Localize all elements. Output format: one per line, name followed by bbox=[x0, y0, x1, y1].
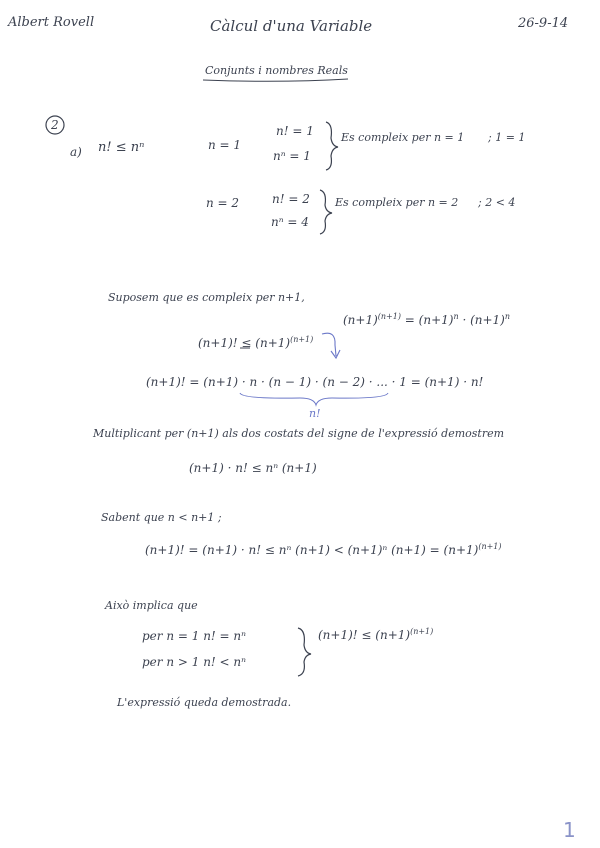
case2-power: nⁿ = 4 bbox=[271, 215, 309, 229]
author-name: Albert Rovell bbox=[8, 15, 95, 30]
case2-n: n = 2 bbox=[206, 196, 240, 210]
inequality-chain: (n+1)! = (n+1) · n! ≤ nⁿ (n+1) < (n+1)ⁿ $(n+1) = (n+1)^{(n+1)}$ bbox=[145, 542, 502, 557]
exercise-part: a) bbox=[70, 145, 82, 159]
induction-inequality: (n+1)! ≤ $(n+1)^{(n+1)}$ bbox=[198, 335, 314, 350]
document-date: 26-9-14 bbox=[518, 16, 569, 31]
final-case-2: per n > 1 n! < nⁿ bbox=[142, 655, 247, 669]
case1-power: nⁿ = 1 bbox=[273, 149, 311, 163]
brace-label: n! bbox=[309, 407, 321, 420]
knowing-note: Sabent que n < n+1 ; bbox=[101, 511, 222, 524]
exercise-statement: n! ≤ nⁿ bbox=[98, 140, 145, 155]
case1-factorial: n! = 1 bbox=[276, 124, 314, 138]
factorial-expansion: (n+1)! = (n+1) · n · (n − 1) · (n − 2) · ... · 1 = (n+1) · n! bbox=[146, 375, 484, 389]
document-subtitle: Conjunts i nombres Reals bbox=[205, 64, 348, 77]
final-result: (n+1)! ≤ $(n+1)^{(n+1)}$ bbox=[318, 627, 434, 642]
case1-n: n = 1 bbox=[208, 138, 242, 152]
therefore-note: Això implica que bbox=[105, 599, 198, 612]
case2-factorial: n! = 2 bbox=[272, 192, 310, 206]
induction-expansion-rhs: $(n+1)^{(n+1)} = (n+1)^n \cdot (n+1)^n$ bbox=[343, 312, 511, 327]
case1-note: Es compleix per n = 1 bbox=[341, 131, 465, 144]
final-case-1: per n = 1 n! = nⁿ bbox=[142, 629, 247, 643]
case2-result: ; 2 < 4 bbox=[478, 196, 516, 209]
induction-suppose: Suposem que es compleix per n+1, bbox=[108, 291, 305, 304]
page-number: 1 bbox=[563, 818, 576, 842]
case2-note: Es compleix per n = 2 bbox=[335, 196, 459, 209]
case1-result: ; 1 = 1 bbox=[488, 131, 526, 144]
exercise-number: 2 bbox=[51, 118, 59, 132]
multiply-note: Multiplicant per (n+1) als dos costats del signe de l'expressió demostrem bbox=[93, 427, 505, 440]
document-title: Càlcul d'una Variable bbox=[210, 17, 373, 35]
conclusion: L'expressió queda demostrada. bbox=[117, 696, 292, 709]
multiplied-inequality: (n+1) · n! ≤ nⁿ (n+1) bbox=[189, 461, 317, 475]
